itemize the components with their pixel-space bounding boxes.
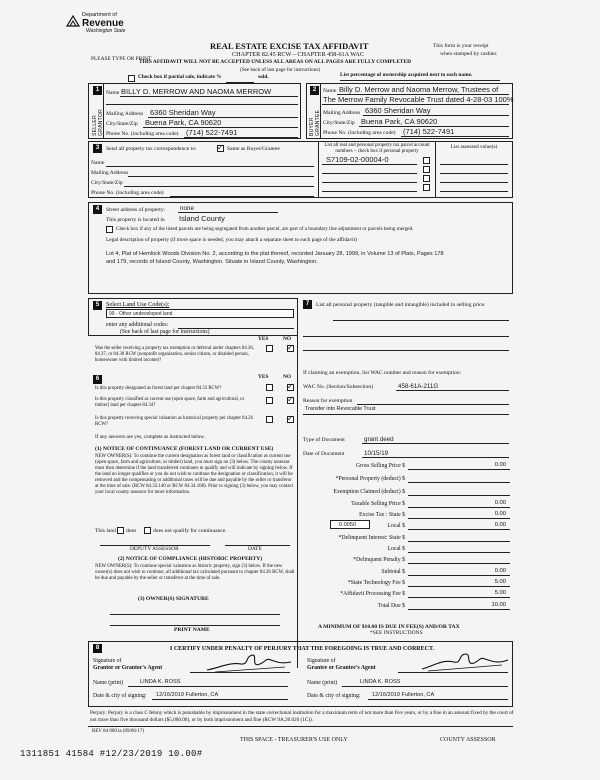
partial-sale-checkbox[interactable] xyxy=(128,75,135,82)
same-as-buyer-checkbox[interactable] xyxy=(217,145,224,152)
land-does-checkbox[interactable] xyxy=(117,527,124,534)
no-header-1: NO xyxy=(283,336,292,342)
section-8-badge: 8 xyxy=(93,644,102,653)
aff-fee-line xyxy=(408,597,510,598)
section-6-badge: 6 xyxy=(93,375,102,384)
parcel-1-personal-checkbox[interactable] xyxy=(423,157,430,164)
aff-fee-label: *Affidavit Processing Fee $ xyxy=(340,591,405,597)
perjury-note: Perjury: Perjury is a class C felony which is punishable by imprisonment in the state correctional institution for a maximum term of not more than five years, or by a fine in an amount fixed by the court of not more than five thousand dollars ($5,000.00), or by both imprisonment and fine (RCW 9A.20.020 (1C)). xyxy=(90,710,514,724)
print-name-label: PRINT NAME xyxy=(174,627,210,633)
exemption-deduct-label: Exemption Claimed (deduct) $ xyxy=(333,489,405,495)
taxable-value[interactable]: 0.00 xyxy=(494,500,506,506)
see-back-header: (See back of last page for instructions) xyxy=(240,67,321,73)
del-penalty-line xyxy=(408,563,510,564)
wac-field[interactable]: 458-61A-211G xyxy=(398,383,439,390)
reason-line-1 xyxy=(357,404,509,405)
corr-mailing-label: Mailing Address xyxy=(91,170,129,176)
q-forest-text: Is this property designated as forest land per chapter 84.33 RCW? xyxy=(95,386,222,391)
seller-extra-line xyxy=(106,104,298,105)
same-as-buyer-label: Same as Buyer/Grantee xyxy=(227,146,280,152)
assessed-divider xyxy=(435,141,436,198)
assessed-line-1 xyxy=(440,164,508,165)
street-line xyxy=(178,212,278,213)
grantee-signature-line xyxy=(398,672,508,673)
corr-city-label: City/State/Zip xyxy=(91,180,123,186)
land-use-label: Select Land Use Code(s): xyxy=(106,301,170,308)
doc-date-field[interactable]: 10/15/19 xyxy=(364,450,389,457)
tech-fee-line xyxy=(408,586,510,587)
parcel-line-1 xyxy=(322,164,417,165)
section-5-badge: 5 xyxy=(93,301,102,310)
local-line xyxy=(408,529,510,530)
grantee-date-line xyxy=(368,699,508,700)
local-label: Local $ xyxy=(387,523,405,529)
ownership-pct-note: List percentage of ownership acquired next to each name. xyxy=(340,72,473,78)
dept-line3: Washington State xyxy=(86,28,126,34)
tech-fee-value[interactable]: 5.00 xyxy=(494,579,506,585)
legal-line-1[interactable]: Lot 4, Plat of Hemlock Woods Division No. 2, according to the plat thereof, recorded January 28, 1999, in Volume 13 of Plats, Pages 178 xyxy=(106,251,444,257)
owner-signature-title: (3) OWNER(S) SIGNATURE xyxy=(138,596,209,602)
excise-state-line xyxy=(408,518,510,519)
q-forest-no[interactable] xyxy=(287,384,294,391)
corr-name-line xyxy=(106,166,314,167)
gross-label: Gross Selling Price $ xyxy=(355,463,405,469)
land-does-not-label: does not qualify for continuance. xyxy=(153,528,227,534)
buyer-name-field-1[interactable]: Billy D. Merrow and Naoma Merrow, Trustees of xyxy=(339,85,499,94)
seller-phone-line xyxy=(184,137,298,138)
seller-mailing-label: Mailing Address xyxy=(106,111,144,117)
owner-signature-line xyxy=(110,614,280,615)
section-7-badge: 7 xyxy=(303,300,312,309)
see-instructions-note: *SEE INSTRUCTIONS xyxy=(370,630,423,636)
total-value[interactable]: 10.00 xyxy=(491,602,506,608)
q-exempt-text: Was the seller receiving a property tax exemption or deferral under chapters 84.36, 84.37, or 84.38 RCW (nonprofit organization, senior citizen, or disabled person, homeowner with limited income)? xyxy=(95,346,254,363)
doc-type-label: Type of Document xyxy=(303,437,345,443)
parcel-1-field[interactable]: S7109-02-00004-0 xyxy=(326,155,389,164)
wac-label: WAC No. (Section/Subsection) xyxy=(303,384,374,390)
sig-grantor-label-2: Grantor or Grantor's Agent xyxy=(93,665,163,671)
grantee-name-field[interactable]: LINDA K. ROSS xyxy=(360,679,401,685)
q-current-use-no[interactable] xyxy=(287,397,294,404)
personal-property-line-3 xyxy=(303,350,509,351)
grantee-signature-icon[interactable] xyxy=(420,651,510,673)
seller-divider xyxy=(103,83,104,139)
sig-grantor-label-1: Signature of xyxy=(93,658,122,664)
q-exempt-yes[interactable] xyxy=(266,345,273,352)
receipt-note-1: This form is your receipt xyxy=(433,43,489,49)
street-label: Street address of property: xyxy=(106,207,166,213)
assessed-line-4 xyxy=(440,191,508,192)
personal-deduct-label: *Personal Property (deduct) $ xyxy=(335,476,405,482)
total-line xyxy=(408,609,510,610)
please-type: PLEASE TYPE OR PRINT xyxy=(91,56,152,62)
exemption-claim-text: If claiming an exemption, list WAC number and reason for exemption: xyxy=(303,370,462,376)
parcel-line-2 xyxy=(322,173,417,174)
grantor-date-line xyxy=(152,699,288,700)
doc-type-line xyxy=(362,443,509,444)
land-does-not-checkbox[interactable] xyxy=(144,527,151,534)
excise-state-label: Excise Tax : State $ xyxy=(359,512,405,518)
form-warning: THIS AFFIDAVIT WILL NOT BE ACCEPTED UNLESS ALL AREAS ON ALL PAGES ARE FULLY COMPLETED xyxy=(139,59,412,65)
section-1-badge: 1 xyxy=(93,86,102,95)
doc-date-label: Date of Document xyxy=(303,451,345,457)
receipt-note-2: when stamped by cashier. xyxy=(440,51,498,57)
yes-header-2: YES xyxy=(258,374,269,380)
total-label: Total Due $ xyxy=(377,603,405,609)
excise-state-value[interactable]: 0.00 xyxy=(494,511,506,517)
deputy-date-label: DATE xyxy=(248,546,262,552)
minimum-due-note: A MINIMUM OF $10.00 IS DUE IN FEE(S) AND/OR TAX xyxy=(318,624,460,630)
legal-line-2[interactable]: and 179, records of Island County, Washington. Situate in Island County, Washington. xyxy=(106,259,318,265)
notice-2-title: (2) NOTICE OF COMPLIANCE (HISTORIC PROPERTY) xyxy=(118,556,263,562)
land-does-label: does xyxy=(126,528,137,534)
q-exempt-no[interactable] xyxy=(287,345,294,352)
corr-phone-label: Phone No. (including area code) xyxy=(91,190,164,196)
subtotal-line xyxy=(408,575,510,576)
located-field[interactable]: Island County xyxy=(179,214,225,223)
seller-name-line xyxy=(120,96,298,97)
aff-fee-value[interactable]: 5.00 xyxy=(494,590,506,596)
located-label: This property is located in xyxy=(106,217,165,223)
if-yes-note: If any answers are yes, complete as instructed below. xyxy=(95,434,206,440)
seller-mailing-field[interactable]: 6360 Sheridan Way xyxy=(150,108,216,117)
q-historic-text: Is this property receiving special valuation as historical property per chapter 84.26 RCW? xyxy=(95,416,253,427)
notice-1-title: (1) NOTICE OF CONTINUANCE (FOREST LAND OR CURRENT USE) xyxy=(95,446,274,452)
taxable-label: Taxable Selling Price $ xyxy=(351,501,405,507)
section-4-box xyxy=(88,202,513,294)
del-local-line xyxy=(408,552,510,553)
corr-name-label: Name xyxy=(91,160,105,166)
certify-text: I CERTIFY UNDER PENALTY OF PERJURY THAT THE FOREGOING IS TRUE AND CORRECT. xyxy=(170,646,435,652)
local-rate-box[interactable] xyxy=(330,520,370,529)
wac-line xyxy=(396,390,509,391)
additional-codes-label: enter any additional codes: xyxy=(106,322,169,328)
parcel-divider xyxy=(318,141,319,198)
taxable-line xyxy=(408,507,510,508)
buyer-phone-line xyxy=(401,136,509,137)
rev-number: REV 84 0001a (09/06/17) xyxy=(92,729,144,734)
parcel-4-personal-checkbox[interactable] xyxy=(423,184,430,191)
ownership-pct-underline xyxy=(340,80,500,81)
partial-sale-label: Check box if partial sale, indicate % xyxy=(138,74,222,80)
del-interest-label: *Delinquent Interest: State $ xyxy=(338,535,405,541)
grantor-name-label: Name (print) xyxy=(93,680,124,686)
grantee-date-field[interactable]: 12/16/2019 Fullerton, CA xyxy=(372,692,435,698)
seller-phone-label: Phone No. (including area code) xyxy=(106,131,179,137)
buyer-mailing-line xyxy=(363,115,509,116)
grantor-name-line xyxy=(128,686,288,687)
q-historic-no[interactable] xyxy=(287,416,294,423)
no-header-2: NO xyxy=(283,374,292,380)
buyer-city-field[interactable]: Buena Park, CA 90620 xyxy=(361,117,438,126)
buyer-name-label: Name xyxy=(323,88,337,94)
subtotal-value[interactable]: 0.00 xyxy=(494,568,506,574)
seller-city-label: City/State/Zip xyxy=(106,121,138,127)
cashier-stamp: 1311851 41584 #12/23/2019 10.00# xyxy=(20,749,203,759)
section-4-badge: 4 xyxy=(93,205,102,214)
grantor-signature-icon[interactable] xyxy=(205,652,295,674)
q-forest-yes[interactable] xyxy=(266,384,273,391)
land-use-code-field[interactable] xyxy=(106,309,294,318)
seller-phone-field[interactable]: (714) 522-7491 xyxy=(186,128,238,137)
buyer-city-label: City/State/Zip xyxy=(323,120,355,126)
legal-label: Legal description of property (if more space is needed, you may attach a separate sheet to each page of the affidavit) xyxy=(106,237,357,243)
buyer-phone-label: Phone No. (including area code) xyxy=(323,130,396,136)
assessed-header: List assessed value(s) xyxy=(450,144,498,150)
reason-label: Reason for exemption xyxy=(303,398,353,404)
grantor-signature-line xyxy=(190,672,290,673)
personal-deduct-line xyxy=(408,482,510,483)
q-current-use-yes[interactable] xyxy=(266,397,273,404)
land-use-code-value: 99 - Other undeveloped land xyxy=(109,311,173,317)
gross-value[interactable]: 0.00 xyxy=(494,462,506,468)
street-field[interactable]: none xyxy=(180,205,194,212)
tech-fee-label: *State Technology Fee $ xyxy=(347,580,405,586)
dor-logo xyxy=(66,12,128,44)
del-local-label: Local $ xyxy=(387,546,405,552)
parcel-3-personal-checkbox[interactable] xyxy=(423,175,430,182)
grantor-name-field[interactable]: LINDA K. ROSS xyxy=(140,679,181,685)
parcel-line-4 xyxy=(322,191,417,192)
assessed-line-3 xyxy=(440,182,508,183)
exemption-deduct-line xyxy=(408,495,510,496)
see-back-land-use: (See back of last page for instructions) xyxy=(120,329,210,335)
del-penalty-label: *Delinquent Penalty $ xyxy=(353,557,405,563)
seller-name-label: Name xyxy=(106,90,120,96)
corr-mailing-line xyxy=(128,176,314,177)
dept-line2: Revenue xyxy=(82,18,124,29)
local-rate-value: 0.0050 xyxy=(339,522,357,528)
dept-line1: Department of xyxy=(82,12,117,18)
section-3-badge: 3 xyxy=(93,144,102,153)
reason-line-2 xyxy=(303,414,509,415)
grantee-name-line xyxy=(342,686,508,687)
corr-phone-line xyxy=(170,196,314,197)
section-2-badge: 2 xyxy=(310,86,319,95)
parcel-header-2: numbers – check box if personal property xyxy=(335,149,419,154)
buyer-mailing-field[interactable]: 6360 Sheridan Way xyxy=(365,106,431,115)
form-title: REAL ESTATE EXCISE TAX AFFIDAVIT xyxy=(210,41,369,51)
seller-side-label: SELLER GRANTOR xyxy=(92,108,104,136)
send-correspondence-label: Send all property tax correspondence to: xyxy=(106,146,197,152)
personal-property-text: List all personal property (tangible and intangible) included in selling price. xyxy=(316,302,486,308)
sig-grantee-label-1: Signature of xyxy=(307,658,336,664)
q-current-use-text: Is this property classified as current use (open space, farm and agricultural, or timber) land per chapter 84.34? xyxy=(95,397,245,408)
treasurer-use: THIS SPACE - TREASURER'S USE ONLY xyxy=(240,737,348,743)
buyer-mailing-label: Mailing Address xyxy=(323,110,361,116)
del-interest-line xyxy=(408,541,510,542)
buyer-name-line-2 xyxy=(322,104,509,105)
notice-1-text: NEW OWNER(S): To continue the current designation as forest land or classification as current use (open space, farm and agriculture, or timber) land, you must sign on (3) below. The county assessor must then determine if the land transferred continues to qualify and will indicate by signing below. If the land no longer qualifies or you do not wish to continue the designation or classification, it will be removed and the compensating or additional taxes will be due and payable by the seller or transferor at the time of sale. (RCW 84.33.140 or RCW 84.34.108). Prior to signing (3) below, you may contact your local county assessor for more information. xyxy=(95,454,294,495)
partial-sold-label: sold. xyxy=(258,74,269,80)
buyer-divider xyxy=(320,83,321,139)
doc-type-field[interactable]: grant deed xyxy=(364,436,394,443)
grantor-date-field[interactable]: 12/16/2019 Fullerton, CA xyxy=(156,692,219,698)
buyer-phone-field[interactable]: (714) 522-7491 xyxy=(403,127,455,136)
local-value[interactable]: 0.00 xyxy=(494,522,506,528)
form-subtitle: CHAPTER 82.45 RCW – CHAPTER 458-61A WAC xyxy=(232,51,364,58)
assessed-line-2 xyxy=(440,173,508,174)
buyer-side-label: BUYER GRANTEE xyxy=(309,109,321,136)
sig-grantee-label-2: Grantee or Grantee's Agent xyxy=(307,665,376,671)
seller-name-field[interactable]: BILLY D. MERROW AND NAOMA MERROW xyxy=(121,87,272,96)
segregated-note: Check box if any of the listed parcels are being segregated from another parcel, are part of a boundary line adjustment or parcels being merged. xyxy=(116,226,414,232)
buyer-name-field-2[interactable]: The Merrow Family Revocable Trust dated 4-28-03 100% xyxy=(323,95,514,104)
parcel-line-3 xyxy=(322,182,417,183)
grantee-date-label: Date & city of signing: xyxy=(307,693,361,699)
deputy-assessor-label: DEPUTY ASSESSOR xyxy=(130,546,179,552)
corr-city-line xyxy=(124,186,314,187)
yes-header-1: YES xyxy=(258,336,269,342)
subtotal-label: Subtotal $ xyxy=(381,569,405,575)
middle-divider xyxy=(297,298,298,668)
grantor-date-label: Date & city of signing: xyxy=(93,693,147,699)
parcel-header-1: List all real and personal property tax parcel account xyxy=(324,143,430,148)
segregated-checkbox[interactable] xyxy=(106,226,113,233)
personal-property-line-1 xyxy=(333,320,509,321)
q-historic-yes[interactable] xyxy=(266,416,273,423)
this-land-label: This land xyxy=(95,528,116,534)
county-assessor-label: COUNTY ASSESSOR xyxy=(440,737,496,743)
gross-line xyxy=(408,469,510,470)
reason-field[interactable]: Transfer into Revocable Trust xyxy=(305,406,376,412)
footer-rule xyxy=(88,726,513,727)
personal-property-line-2 xyxy=(303,336,509,337)
parcel-2-personal-checkbox[interactable] xyxy=(423,166,430,173)
notice-2-text: NEW OWNER(S): To continue special valuation as historic property, sign (3) below. If the new owner(s) does not wish to continue, all additional tax calculated pursuant to chapter 84.26 RCW, shall be due and payable by the seller or transferor at the time of sale. xyxy=(95,564,295,581)
print-name-line xyxy=(110,625,280,626)
doc-date-line xyxy=(362,457,509,458)
grantee-name-label: Name (print) xyxy=(307,680,338,686)
dor-logo-mark-icon xyxy=(66,14,80,28)
seller-city-field[interactable]: Buena Park, CA 90620 xyxy=(145,118,222,127)
